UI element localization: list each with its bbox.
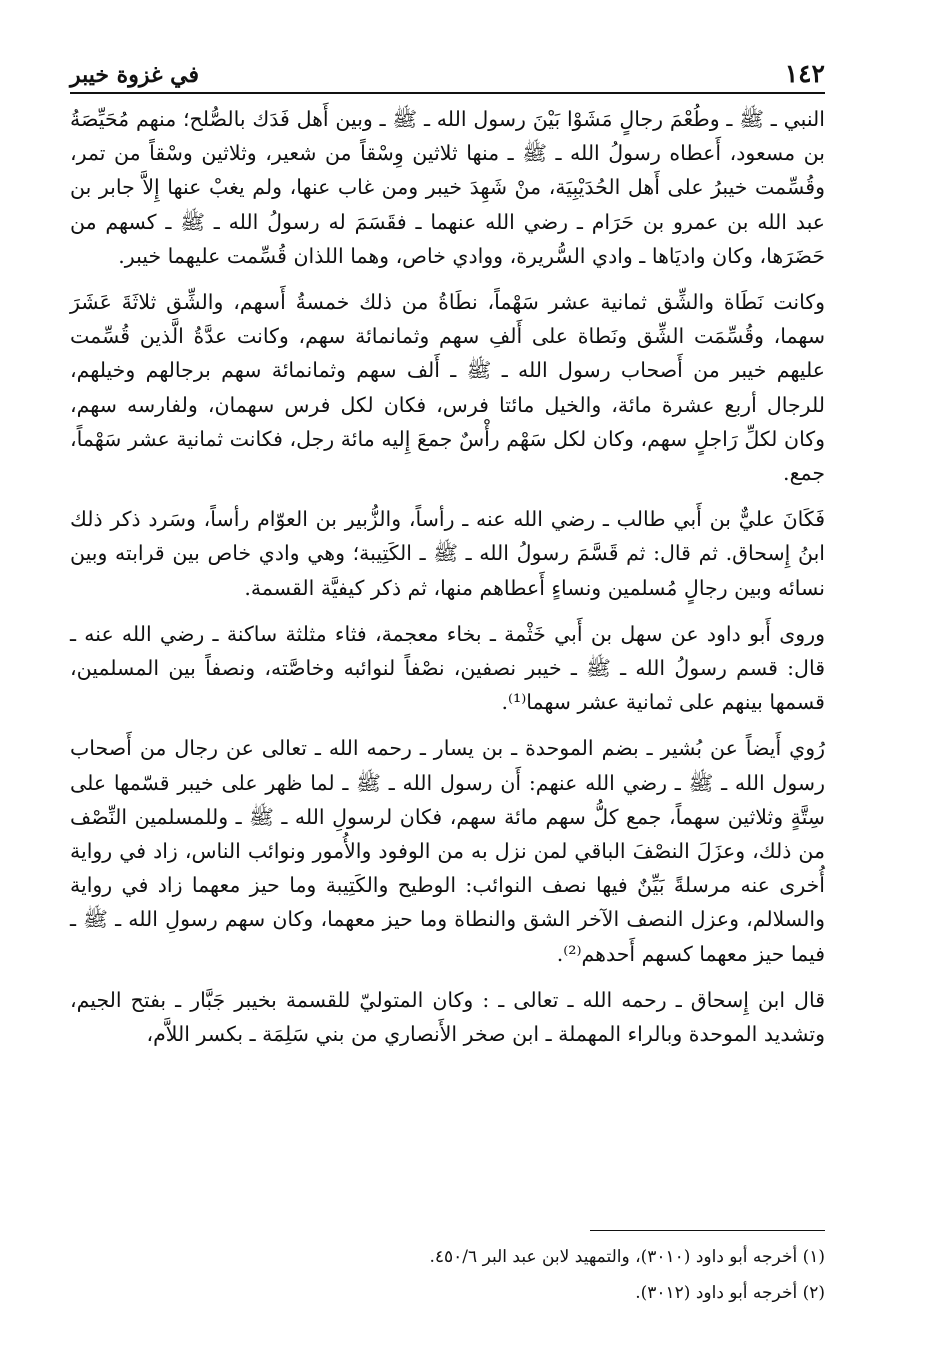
page-number: ١٤٢ (784, 59, 825, 88)
paragraph: وكانت نَطَاة والشِّق ثمانية عشر سَهْماً، نطَاةُ من ذلك خمسةُ أَسهم، والشِّق ثلاثَةَ عَشَرَ سهما، وقُسِّمَت الشِّق ونَطاة على أَلفِ سهم وثمانمائة سهم، وكانت عدَّةُ الَّذين قُسِّمت عليهم خيبر من أَصحاب رسول الله ـ ﷺ ـ أَلف سهم وثمانمائة سهم برجالهم وخيلهم، للرجال أربع عشرة مائة، والخيل مائتا فرس، فكان لكل فرس سهمان، ولفارسه سهم، وكان لكلِّ رَاجلٍ سهم، وكان لكل سَهْم رأْسٌ جمعَ إِليه مائة رجل، فكانت ثمانية عشر سَهْماً، جمع. (70, 290, 825, 486)
paragraph: النبي ـ ﷺ ـ وطُعْمَ رجالٍ مَشَوْا بَيْنَ رسول الله ـ ﷺ ـ وبين أَهل فَدَك بالصُّلح؛ منهم مُحَيِّصَةُ بن مسعود، أَعطاه رسولُ الله ـ ﷺ ـ منها ثلاثين وِسْقاً من شعير، وثلاثين وسْقاً من تمر، وقُسِّمت خيبرُ على أَهل الحُدَيْبِيَة، منْ شَهِدَ خيبر ومن غاب عنها، ولم يغبْ عنها إِلاَّ جابر بن عبد الله بن عمرو بن حَرَام ـ رضي الله عنهما ـ فقَسَمَ له رسولُ الله ـ ﷺ ـ كسهم من حَضَرَها، وكان واديَاها ـ وادي السُّريرة، ووادي خاص، وهما اللذان قُسِّمت عليهما خيبر. (70, 107, 825, 268)
footnote-rule (590, 1230, 825, 1231)
footnote-2: (٢) أخرجه أبو داود (٣٠١٢). (635, 1283, 825, 1303)
paragraph: قال ابن إِسحاق ـ رحمه الله ـ تعالى ـ : وكان المتوليّ للقسمة بخيبر جَبَّار ـ بفتح الجيم، وتشديد الموحدة وبالراء المهملة ـ ابن صخر الأَنصاري من بني سَلِمَة ـ بكسر اللاَّم، (70, 987, 825, 1047)
footnotes (70, 1230, 825, 1311)
body-text (70, 102, 825, 1051)
paragraph: رُوي أَيضاً عن بُشير ـ بضم الموحدة ـ بن يسار ـ رحمه الله ـ تعالى عن رجال من أَصحاب رسول الله ـ ﷺ ـ رضي الله عنهم: أَن رسول الله ـ ﷺ ـ لما ظهر على خيبر قسّمها على سِتَّةٍ وثلاثين سهماً، جمع كلُّ سهم مائة سهم، فكان لرسولِ الله ـ ﷺ ـ وللمسلمين النِّصْف من ذلك، وعزَلَ النصْفَ الباقي لمن نزل به من الوفود والأُمور ونوائب الناس، زاد في رواية أُخرى عنه مرسلةً بَيِّنٌ فيها نصف النوائب: الوطيح والكَتِيبة وما حيز معهما زاد في رواية والسلالم، وعزل النصف الآخر الشق والنطاة وما حيز معهما، وكان سهم رسولِ الله ـ ﷺ ـ فيما حيز معهما كسهم أَحدهم⁽²⁾. (70, 736, 825, 966)
running-title: في غزوة خيبر (70, 62, 199, 88)
paragraph: فَكَانَ عليٌّ بن أَبي طالب ـ رضي الله عنه ـ رأساً، والزُّبير بن العوّام رأساً، وسَرد ذكر ذلك ابنُ إِسحاق. ثم قال: ثم قَسَّمَ رسولُ الله ـ ﷺ ـ الكَتِيبة؛ وهي وادي خاص بين قرابته وبين نسائه وبين رجالٍ مُسلمين ونساءٍ أَعطاهم منها، ثم ذكر كيفيَّة القسمة. (70, 507, 825, 600)
paragraph: وروى أَبو داود عن سهل بن أَبي خَثْمة ـ بخاء معجمة، فثاء مثلثة ساكنة ـ رضي الله عنه ـ قال: قسم رسولُ الله ـ ﷺ ـ خيبر نصفين، نصْفاً لنوائبه وخاصَّته، ونصفاً بين المسلمين، قسمها بينهم على ثمانية عشر سهما⁽¹⁾. (70, 621, 825, 715)
page-header (70, 52, 825, 94)
footnote-1: (١) أخرجه أبو داود (٣٠١٠)، والتمهيد لابن عبد البر ٤٥٠/٦. (429, 1247, 825, 1267)
